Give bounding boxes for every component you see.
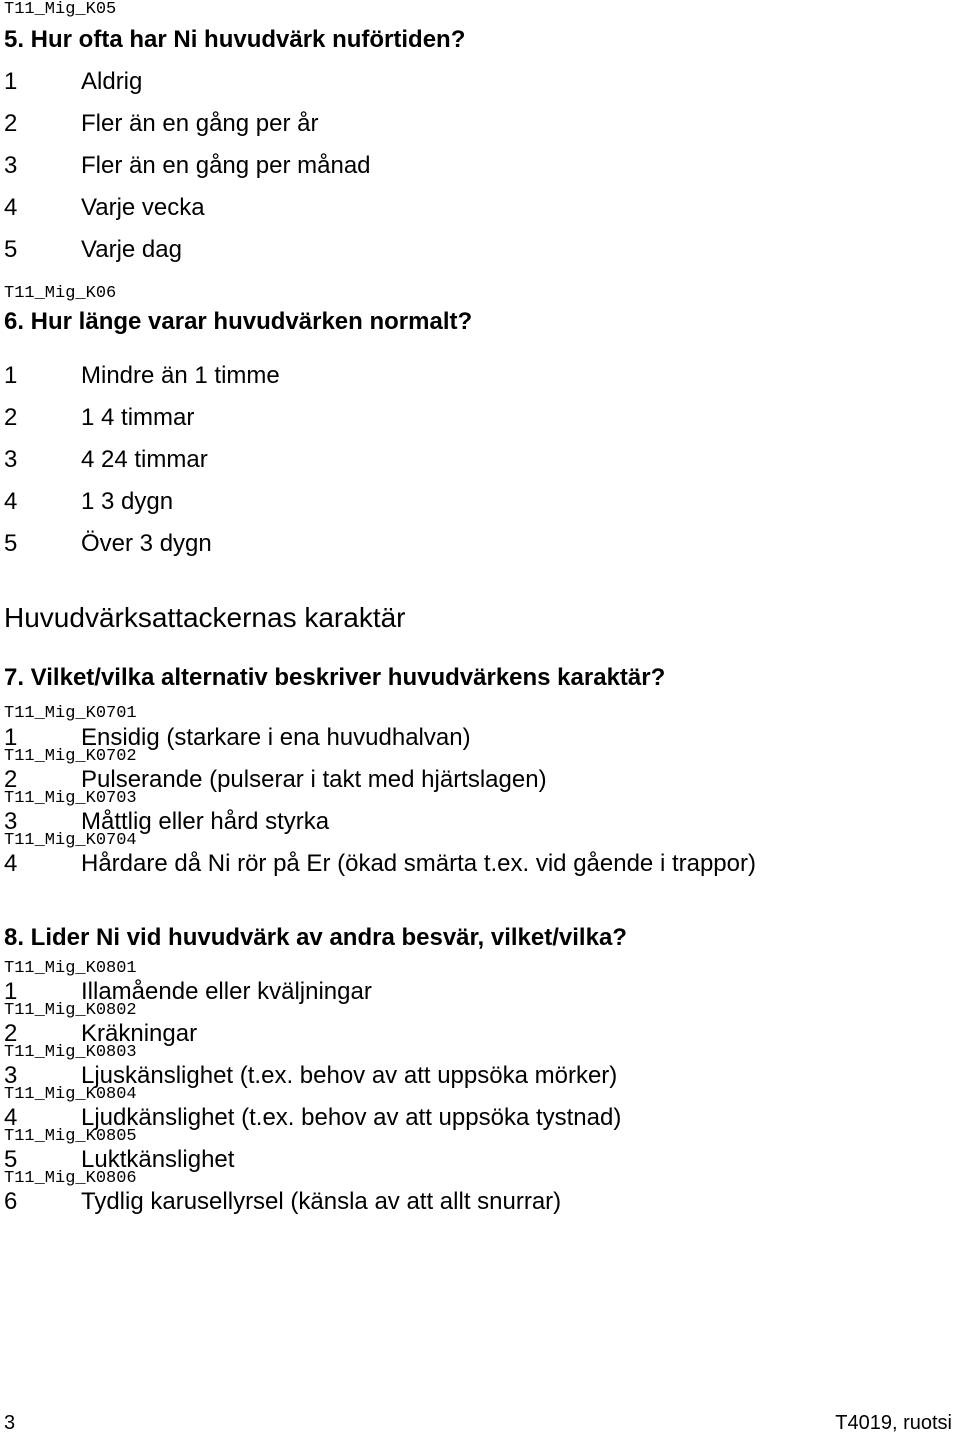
option-label: Ljuskänslighet (t.ex. behov av att uppsöka mörker)	[81, 1062, 618, 1089]
option-number: 4	[4, 194, 18, 221]
option-label: 1 4 timmar	[81, 404, 195, 431]
variable-code: T11_Mig_K0801	[4, 959, 137, 978]
variable-code: T11_Mig_K0805	[4, 1127, 137, 1146]
option-number: 3	[4, 446, 18, 473]
variable-code: T11_Mig_K0802	[4, 1001, 137, 1020]
option-label: Hårdare då Ni rör på Er (ökad smärta t.ex. vid gående i trappor)	[81, 850, 756, 877]
option-label: Luktkänslighet	[81, 1146, 235, 1173]
option-label: Illamående eller kväljningar	[81, 978, 372, 1005]
answer-option	[4, 530, 212, 558]
option-number: 4	[4, 1104, 18, 1131]
document-id: T4019, ruotsi	[835, 1412, 952, 1434]
variable-code: T11_Mig_K0701	[4, 704, 137, 723]
option-number: 2	[4, 1020, 18, 1047]
option-number: 2	[4, 766, 18, 793]
answer-option	[4, 68, 142, 96]
option-label: 1 3 dygn	[81, 488, 174, 515]
option-label: Ensidig (starkare i ena huvudhalvan)	[81, 724, 471, 751]
answer-option	[4, 404, 194, 432]
answer-option	[4, 488, 173, 516]
option-number: 1	[4, 68, 18, 95]
option-number: 5	[4, 236, 18, 263]
page-number: 3	[4, 1412, 16, 1434]
option-label: Över 3 dygn	[81, 530, 212, 557]
option-label: Tydlig karusellyrsel (känsla av att allt snurrar)	[81, 1188, 562, 1215]
option-number: 2	[4, 404, 18, 431]
option-number: 1	[4, 978, 18, 1005]
option-label: Fler än en gång per år	[81, 110, 319, 137]
option-number: 3	[4, 1062, 18, 1089]
option-label: Pulserande (pulserar i takt med hjärtslagen)	[81, 766, 547, 793]
option-label: 4 24 timmar	[81, 446, 208, 473]
option-label: Varje vecka	[81, 194, 205, 221]
option-number: 3	[4, 808, 18, 835]
option-number: 4	[4, 850, 18, 877]
answer-option	[4, 850, 756, 878]
option-number: 2	[4, 110, 18, 137]
option-number: 1	[4, 362, 18, 389]
question-5-title: 5. Hur ofta har Ni huvudvärk nuförtiden?	[4, 26, 466, 53]
answer-option	[4, 446, 208, 474]
question-6-title: 6. Hur länge varar huvudvärken normalt?	[4, 308, 473, 335]
variable-code: T11_Mig_K0702	[4, 747, 137, 766]
answer-option	[4, 152, 371, 180]
option-label: Ljudkänslighet (t.ex. behov av att uppsöka tystnad)	[81, 1104, 622, 1131]
option-label: Fler än en gång per månad	[81, 152, 371, 179]
variable-code: T11_Mig_K06	[4, 284, 117, 303]
variable-code: T11_Mig_K0703	[4, 789, 137, 808]
option-label: Varje dag	[81, 236, 182, 263]
option-number: 5	[4, 530, 18, 557]
answer-option	[4, 194, 205, 222]
answer-option	[4, 236, 182, 264]
section-heading: Huvudvärksattackernas karaktär	[4, 602, 406, 633]
option-number: 4	[4, 488, 18, 515]
option-label: Mindre än 1 timme	[81, 362, 280, 389]
variable-code: T11_Mig_K0804	[4, 1085, 137, 1104]
option-number: 3	[4, 152, 18, 179]
option-label: Måttlig eller hård styrka	[81, 808, 330, 835]
answer-option	[4, 110, 318, 138]
answer-option	[4, 1188, 561, 1216]
option-number: 5	[4, 1146, 18, 1173]
answer-option	[4, 362, 280, 390]
option-label: Aldrig	[81, 68, 143, 95]
option-number: 6	[4, 1188, 18, 1215]
question-7-title: 7. Vilket/vilka alternativ beskriver huvudvärkens karaktär?	[4, 664, 666, 691]
variable-code: T11_Mig_K0704	[4, 831, 137, 850]
option-label: Kräkningar	[81, 1020, 198, 1047]
variable-code: T11_Mig_K05	[4, 0, 117, 19]
variable-code: T11_Mig_K0803	[4, 1043, 137, 1062]
option-number: 1	[4, 724, 18, 751]
variable-code: T11_Mig_K0806	[4, 1169, 137, 1188]
question-8-title: 8. Lider Ni vid huvudvärk av andra besvär, vilket/vilka?	[4, 924, 627, 951]
